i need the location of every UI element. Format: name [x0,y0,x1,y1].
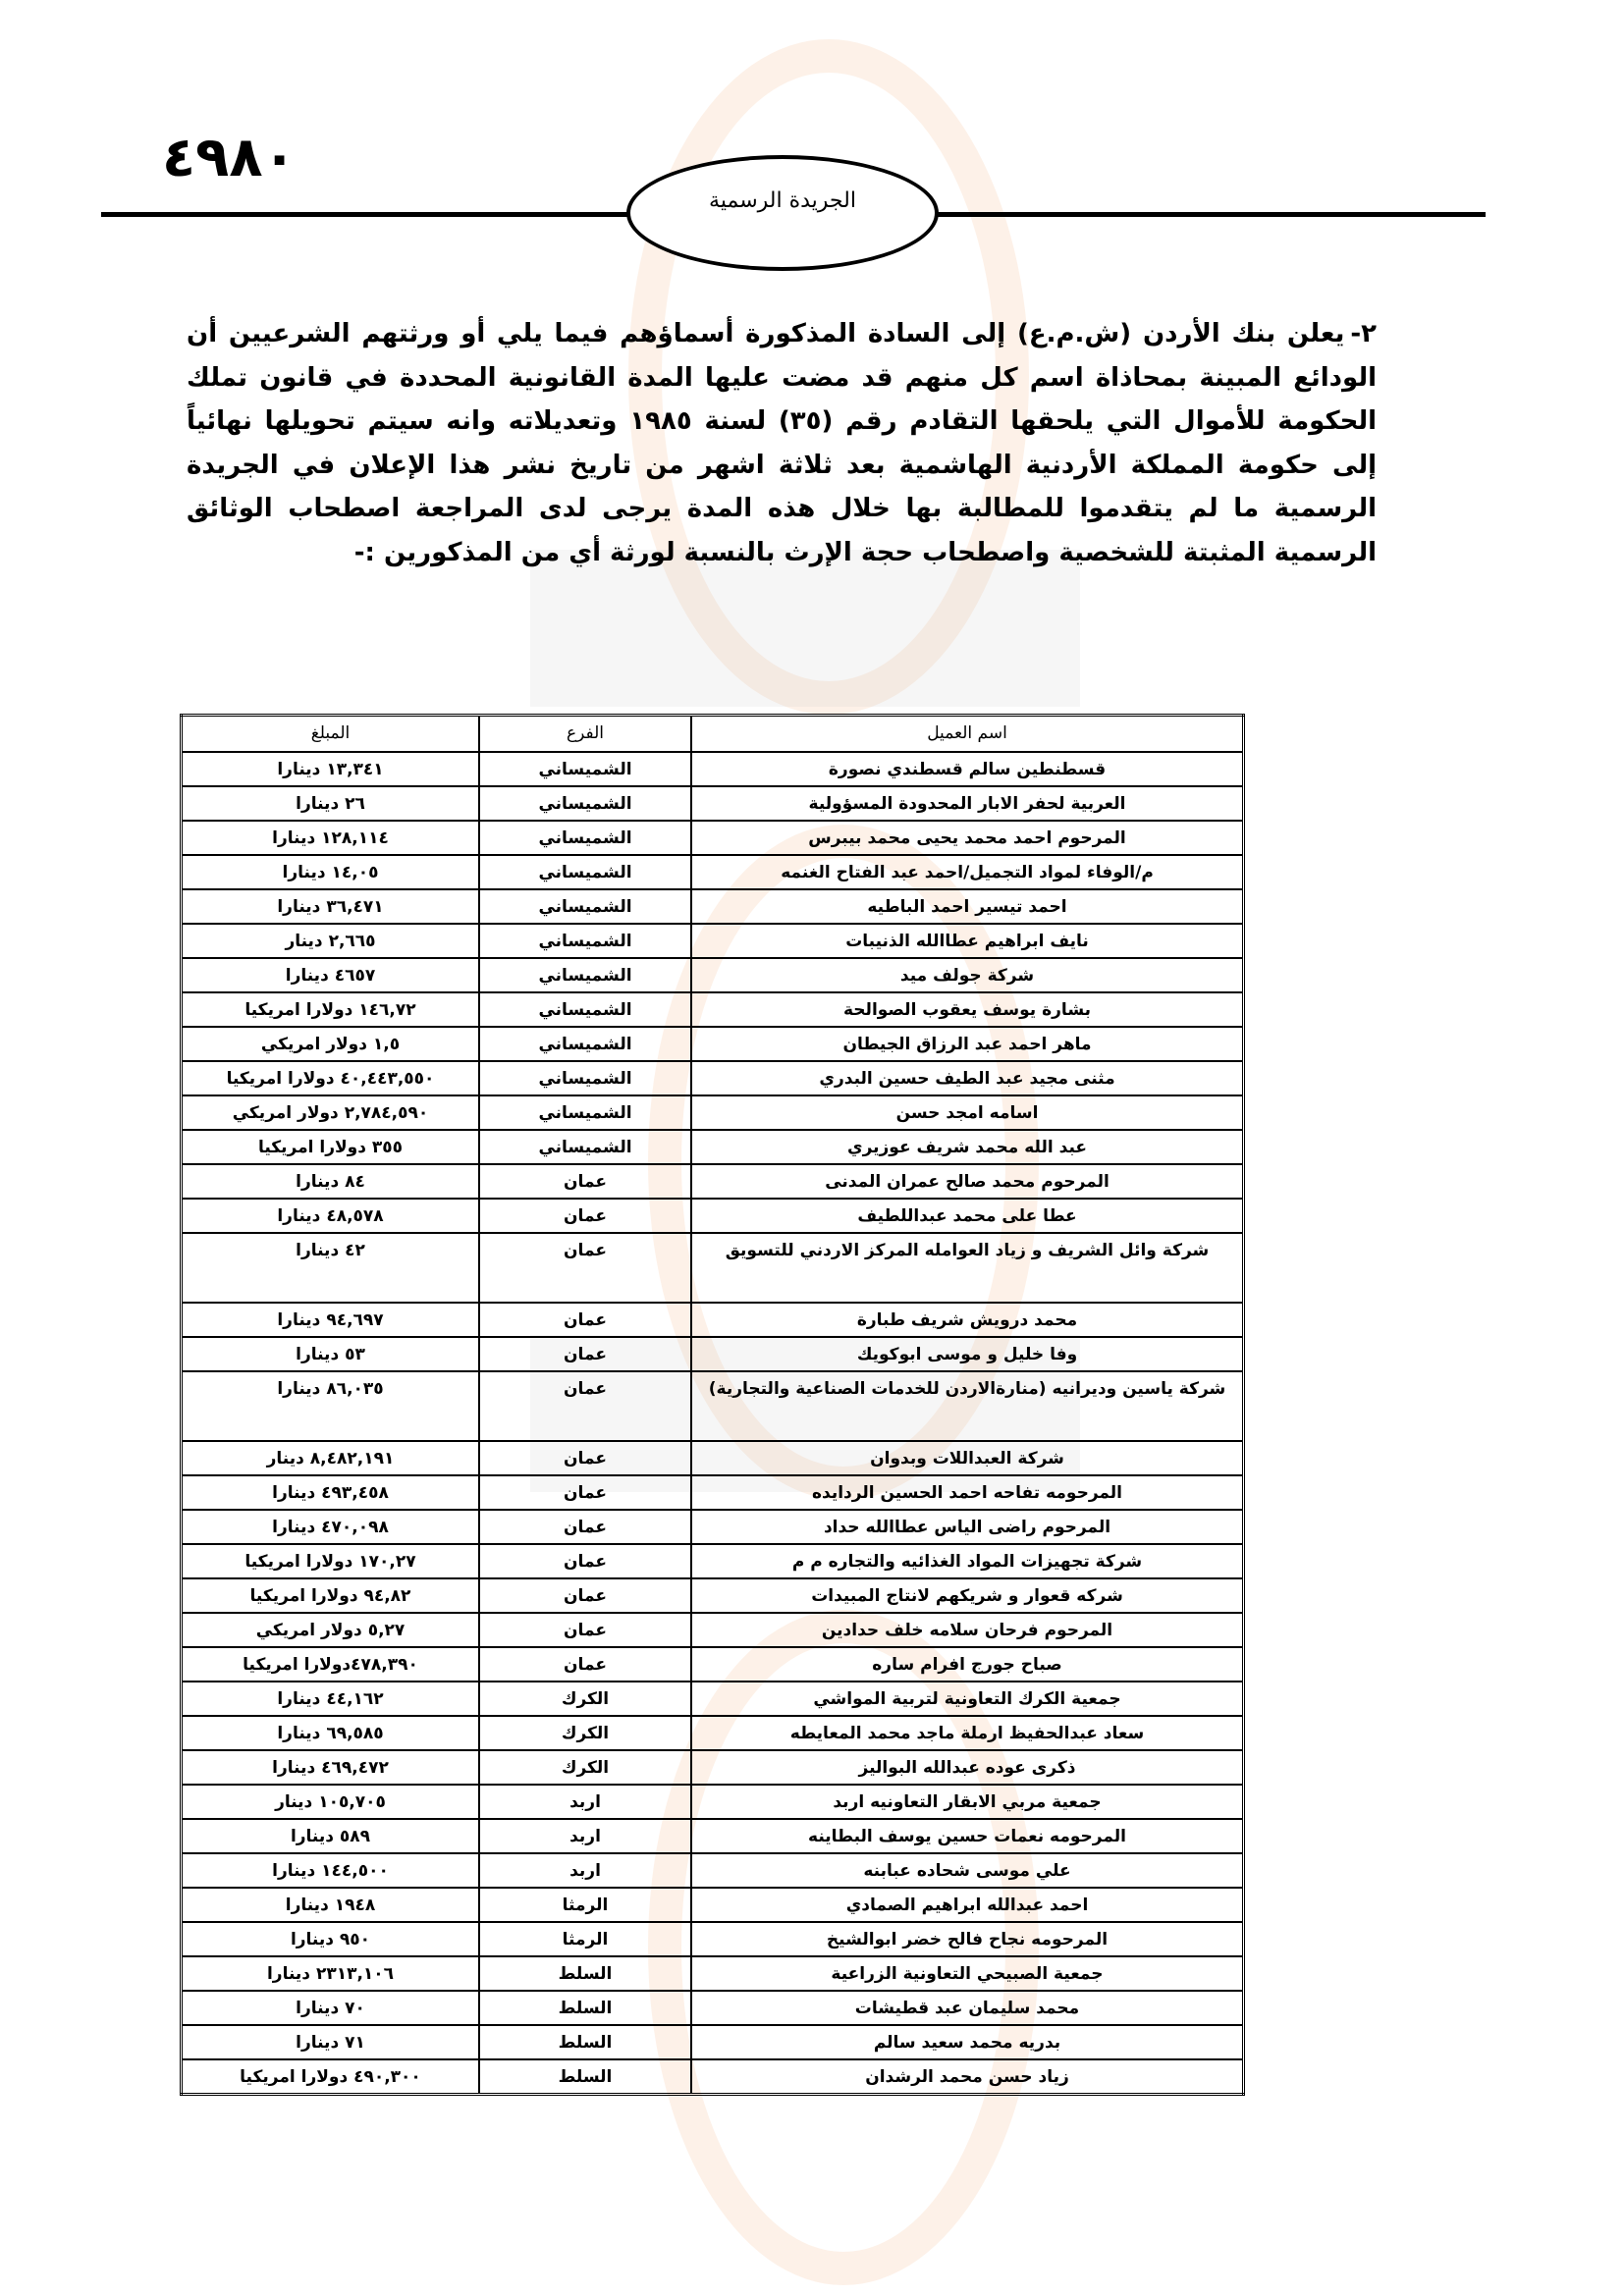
table-row [182,1337,1244,1371]
table-row [182,855,1244,889]
table-row [182,1199,1244,1233]
customer-name-cell: سعاد عبدالحفيظ ارملة ماجد محمد المعايطه [691,1716,1244,1750]
amount-cell: ١٤٤,٥٠٠ دينارا [182,1853,480,1888]
branch-cell: الشميساني [479,992,691,1027]
table-row [182,1682,1244,1716]
customer-name-cell: بشارة يوسف يعقوب الصوالحة [691,992,1244,1027]
branch-cell: الشميساني [479,752,691,786]
table-row [182,1475,1244,1510]
amount-cell: ٦٩,٥٨٥ دينارا [182,1716,480,1750]
table-row [182,1510,1244,1544]
amount-cell: ٤٢ دينارا [182,1233,480,1303]
table-row [182,1785,1244,1819]
branch-cell: عمان [479,1303,691,1337]
customer-name-cell: نايف ابراهيم عطاالله الذنيبات [691,924,1244,958]
amount-cell: ٤٠,٤٤٣,٥٥٠ دولارا امريكيا [182,1061,480,1095]
branch-cell: عمان [479,1199,691,1233]
table-row [182,1716,1244,1750]
branch-cell: عمان [479,1164,691,1199]
notice-paragraph [187,312,1377,574]
customer-name-cell: اسامه امجد حسن [691,1095,1244,1130]
amount-cell: ٢,٧٨٤,٥٩٠ دولار امريكي [182,1095,480,1130]
table-row [182,1441,1244,1475]
customer-name-cell: ماهر احمد عبد الرزاق الجيطان [691,1027,1244,1061]
table-row [182,2025,1244,2059]
header-amount: المبلغ [182,716,480,753]
amount-cell: ١,٥ دولار امريكي [182,1027,480,1061]
customer-name-cell: المرحومه نجاح فالح خضر ابوالشيخ [691,1922,1244,1956]
branch-cell: الشميساني [479,1027,691,1061]
amount-cell: ١٧٠,٢٧ دولارا امريكيا [182,1544,480,1578]
customer-name-cell: م/الوفاء لمواد التجميل/احمد عبد الفتاح الغنمه [691,855,1244,889]
branch-cell: الشميساني [479,1095,691,1130]
amount-cell: ٨٤ دينارا [182,1164,480,1199]
notice-text: يعلن بنك الأردن (ش.م.ع) إلى السادة المذكورة أسماؤهم فيما يلي أو ورثتهم الشرعيين أن الودائع المبينة بمحاذاة اسم كل منهم قد مضت عليها المدة القانونية المحددة في قانون تملك الحكومة للأموال التي يلحقها التقادم رقم (٣٥) لسنة ١٩٨٥ وتعديلاته وانه سيتم تحويلها نهائياً إلى حكومة المملكة الأردنية الهاشمية بعد ثلاثة اشهر من تاريخ نشر هذا الإعلان في الجريدة الرسمية ما لم يتقدموا للمطالبة بها خلال هذه المدة يرجى لدى المراجعة اصطحاب الوثائق الرسمية المثبتة للشخصية واصطحاب حجة الإرث بالنسبة لورثة أي من المذكورين :- [187,319,1377,567]
amount-cell: ٤٨,٥٧٨ دينارا [182,1199,480,1233]
customer-name-cell: المرحومه نعمات حسين يوسف البطاينه [691,1819,1244,1853]
branch-cell: الكرك [479,1750,691,1785]
table-header-row [182,716,1244,753]
table-row [182,1819,1244,1853]
amount-cell: ٤٤,١٦٢ دينارا [182,1682,480,1716]
customer-name-cell: قسطنطين سالم قسطندي نصورة [691,752,1244,786]
amount-cell: ٤٩٠,٣٠٠ دولارا امريكيا [182,2059,480,2095]
customer-name-cell: شركة العبداللات وبدوان [691,1441,1244,1475]
customer-name-cell: شركة وائل الشريف و زياد العوامله المركز الاردني للتسويق [691,1233,1244,1303]
table-row [182,1371,1244,1441]
branch-cell: السلط [479,2025,691,2059]
branch-cell: اربد [479,1785,691,1819]
customer-name-cell: جمعية الكرك التعاونية لتربية المواشي [691,1682,1244,1716]
amount-cell: ٤٦٥٧ دينارا [182,958,480,992]
amount-cell: ٩٤,٨٢ دولارا امريكيا [182,1578,480,1613]
table-row [182,1095,1244,1130]
amount-cell: ٣٥٥ دولارا امريكيا [182,1130,480,1164]
branch-cell: عمان [479,1544,691,1578]
branch-cell: السلط [479,1991,691,2025]
customer-name-cell: المرحوم فرحان سلامه خلف حدادين [691,1613,1244,1647]
table-row [182,1130,1244,1164]
amount-cell: ٢٣١٣,١٠٦ دينارا [182,1956,480,1991]
table-row [182,1750,1244,1785]
amount-cell: ٥٨٩ دينارا [182,1819,480,1853]
amount-cell: ١٣,٣٤١ دينارا [182,752,480,786]
customer-name-cell: محمد درويش شريف طبارة [691,1303,1244,1337]
branch-cell: عمان [479,1647,691,1682]
branch-cell: الشميساني [479,889,691,924]
amount-cell: ١٤,٠٥ دينارا [182,855,480,889]
amount-cell: ٤٦٩,٤٧٢ دينارا [182,1750,480,1785]
amount-cell: ٨,٤٨٢,١٩١ دينار [182,1441,480,1475]
customer-name-cell: علي موسى شحاده عبابنه [691,1853,1244,1888]
customer-name-cell: احمد تيسير احمد الباطيه [691,889,1244,924]
amount-cell: ٤٩٣,٤٥٨ دينارا [182,1475,480,1510]
customer-name-cell: جمعية الصبيحي التعاونية الزراعية [691,1956,1244,1991]
branch-cell: الكرك [479,1716,691,1750]
amount-cell: ١٠٥,٧٠٥ دينار [182,1785,480,1819]
customer-name-cell: شركه قعوار و شريكهم لانتاج المبيدات [691,1578,1244,1613]
customer-name-cell: احمد عبدالله ابراهيم الصمادي [691,1888,1244,1922]
header-customer-name: اسم العميل [691,716,1244,753]
amount-cell: ٤٧٠,٠٩٨ دينارا [182,1510,480,1544]
notice-item-number: ٢- [1350,319,1377,348]
publication-title-oval [626,155,939,271]
table-row [182,1888,1244,1922]
branch-cell: الشميساني [479,786,691,821]
customer-name-cell: عطا على محمد عبداللطيف [691,1199,1244,1233]
amount-cell: ٩٤,٦٩٧ دينارا [182,1303,480,1337]
amount-cell: ٨٦,٠٣٥ دينارا [182,1371,480,1441]
customer-name-cell: شركة جولف ميد [691,958,1244,992]
customer-name-cell: جمعية مربي الابقار التعاونيه اربد [691,1785,1244,1819]
table-row [182,1027,1244,1061]
customer-name-cell: العربية لحفر الابار المحدودة المسؤولية [691,786,1244,821]
amount-cell: ٢,٦٦٥ دينار [182,924,480,958]
table-row [182,992,1244,1027]
customer-name-cell: المرحوم راضى الياس عطاالله حداد [691,1510,1244,1544]
amount-cell: ٧٠ دينارا [182,1991,480,2025]
amount-cell: ٥٣ دينارا [182,1337,480,1371]
branch-cell: عمان [479,1613,691,1647]
table-row [182,1922,1244,1956]
table-row [182,1303,1244,1337]
table-row [182,1578,1244,1613]
branch-cell: الرمثا [479,1922,691,1956]
table-row [182,1956,1244,1991]
page-number: ٤٩٨٠ [162,126,297,189]
branch-cell: الكرك [479,1682,691,1716]
customer-name-cell: بدريه محمد سعيد سالم [691,2025,1244,2059]
amount-cell: ١٩٤٨ دينارا [182,1888,480,1922]
table-row [182,2059,1244,2095]
branch-cell: الشميساني [479,1061,691,1095]
table-row [182,1061,1244,1095]
amount-cell: ٩٥٠ دينارا [182,1922,480,1956]
customer-name-cell: المرحوم احمد محمد يحيى محمد بيبرس [691,821,1244,855]
amount-cell: ٣٦,٤٧١ دينارا [182,889,480,924]
deposits-table [180,714,1245,2096]
table-row [182,958,1244,992]
customer-name-cell: وفا خليل و موسى ابوكويك [691,1337,1244,1371]
branch-cell: عمان [479,1337,691,1371]
branch-cell: الشميساني [479,855,691,889]
branch-cell: عمان [479,1475,691,1510]
amount-cell: ٥,٢٧ دولار امريكي [182,1613,480,1647]
branch-cell: عمان [479,1510,691,1544]
table-row [182,1613,1244,1647]
table-row [182,1647,1244,1682]
branch-cell: الشميساني [479,924,691,958]
amount-cell: ٧١ دينارا [182,2025,480,2059]
branch-cell: عمان [479,1578,691,1613]
customer-name-cell: محمد سليمان عبد قطيشات [691,1991,1244,2025]
table-row [182,821,1244,855]
branch-cell: الرمثا [479,1888,691,1922]
amount-cell: ١٤٦,٧٢ دولارا امريكيا [182,992,480,1027]
branch-cell: عمان [479,1371,691,1441]
table-row [182,786,1244,821]
customer-name-cell: عبد الله محمد شريف عوزيري [691,1130,1244,1164]
branch-cell: عمان [479,1441,691,1475]
table-row [182,1991,1244,2025]
customer-name-cell: شركة تجهيزات المواد الغذائيه والتجاره م م [691,1544,1244,1578]
branch-cell: اربد [479,1819,691,1853]
table-row [182,1853,1244,1888]
publication-title: الجريدة الرسمية [709,187,856,213]
branch-cell: الشميساني [479,821,691,855]
branch-cell: عمان [479,1233,691,1303]
table-row [182,1164,1244,1199]
branch-cell: الشميساني [479,1130,691,1164]
table-row [182,924,1244,958]
branch-cell: السلط [479,1956,691,1991]
customer-name-cell: المرحومه تفاحه احمد الحسين الردايده [691,1475,1244,1510]
customer-name-cell: المرحوم محمد صالح عمران المدنى [691,1164,1244,1199]
customer-name-cell: ذكرى عوده عبدالله البواليز [691,1750,1244,1785]
branch-cell: السلط [479,2059,691,2095]
customer-name-cell: شركة ياسين وديرانيه (منارةالاردن للخدمات الصناعية والتجارية) [691,1371,1244,1441]
table-row [182,889,1244,924]
table-row [182,752,1244,786]
branch-cell: الشميساني [479,958,691,992]
table-row [182,1544,1244,1578]
header-branch: الفرع [479,716,691,753]
customer-name-cell: صباح جورج افرام ساره [691,1647,1244,1682]
table-row [182,1233,1244,1303]
amount-cell: ٤٧٨,٣٩٠دولارا امريكيا [182,1647,480,1682]
branch-cell: اربد [479,1853,691,1888]
customer-name-cell: زياد حسن محمد الرشدان [691,2059,1244,2095]
amount-cell: ٢٦ دينارا [182,786,480,821]
customer-name-cell: مثنى مجيد عبد الطيف حسين البدري [691,1061,1244,1095]
amount-cell: ١٢٨,١١٤ دينارا [182,821,480,855]
